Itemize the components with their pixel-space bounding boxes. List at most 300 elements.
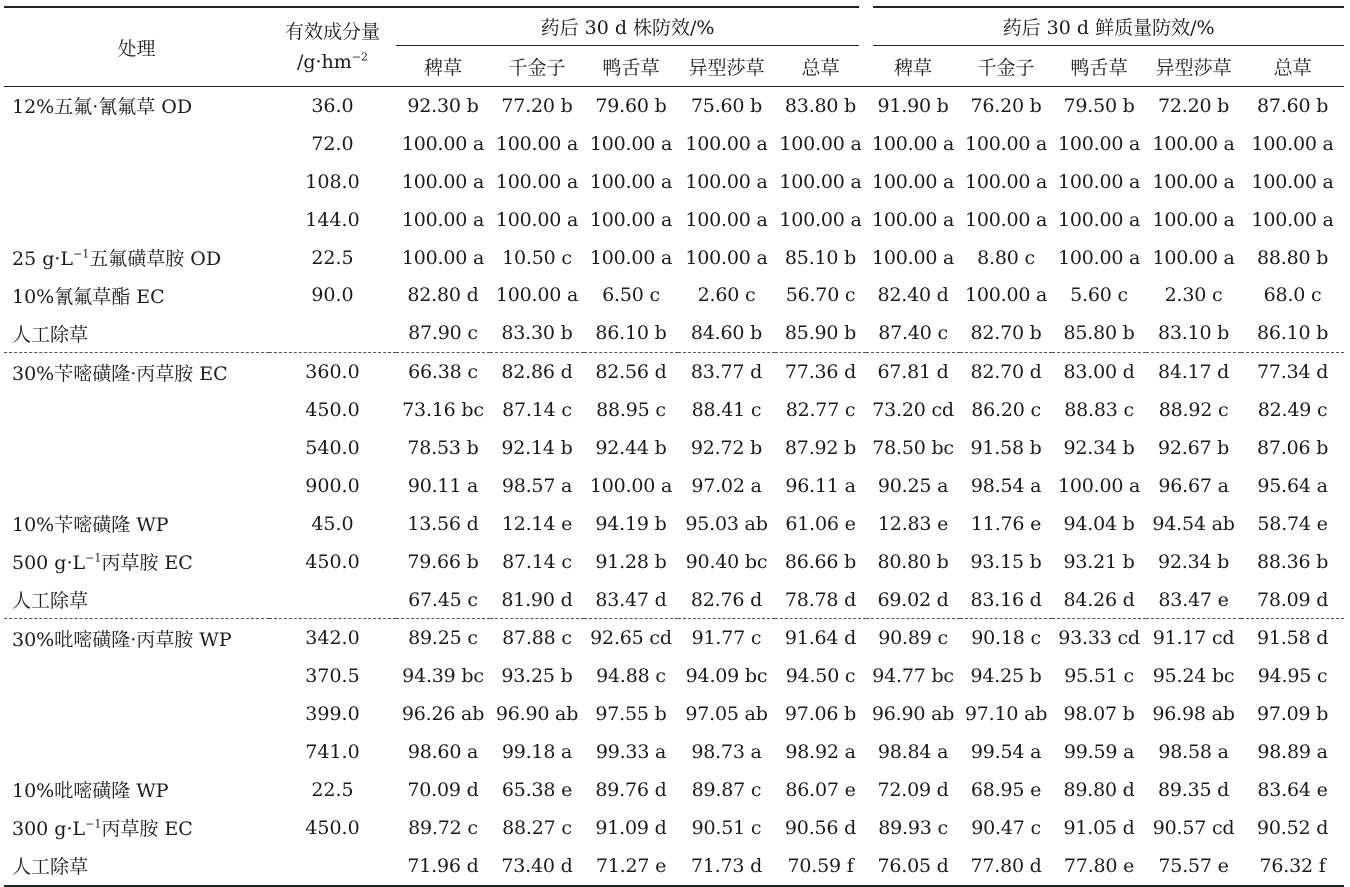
value-cell: 61.06 e [785,512,856,535]
value-cell: 10.50 c [502,246,572,269]
dose-cell: 72.0 [311,132,354,155]
value-cell: 96.26 ab [401,703,485,726]
value-cell: 72.09 d [877,778,949,801]
value-cell: 94.04 b [1063,512,1135,535]
value-cell: 100.00 a [495,208,579,231]
table-row [4,657,1344,695]
value-cell: 83.30 b [501,322,573,345]
value-cell: 94.95 c [1257,665,1328,688]
value-cell: 83.00 d [1052,353,1146,391]
treatment-unit-exponent: −1 [85,818,102,832]
value-cell: 100.00 a [495,284,579,307]
value-cell: 98.92 a [785,741,856,764]
dose-cell: 144.0 [305,208,360,231]
value-cell: 82.80 d [407,284,479,307]
value-cell: 81.90 d [501,588,573,611]
table-row [4,543,1344,581]
subcol-header-9: 总草 [1241,46,1344,87]
value-cell: 92.44 b [595,436,667,459]
table-row [4,87,1344,125]
dose-unit: /g·hm [296,51,352,73]
value-cell: 84.26 d [1063,588,1135,611]
value-cell: 91.17 cd [1146,619,1241,657]
treatment-name [4,125,269,163]
value-cell: 92.34 b [1157,550,1230,573]
treatment-name [4,581,269,619]
value-cell: 91.64 d [775,619,866,657]
value-cell: 82.70 d [960,353,1052,391]
value-cell: 69.02 d [877,588,949,611]
dose-header-line2 [269,47,396,77]
value-cell: 2.60 c [697,284,756,307]
value-cell: 86.07 e [785,778,856,801]
treatment-name [4,733,269,771]
value-cell: 92.72 b [690,436,763,459]
value-cell: 95.24 bc [1152,665,1235,688]
value-cell: 90.89 c [866,619,960,657]
subcol-header-5: 稗草 [866,46,960,87]
dose-header [269,7,396,87]
treatment-name [4,429,269,467]
value-cell: 89.76 d [595,778,667,801]
value-cell: 8.80 c [977,246,1035,269]
subcol-header-2: 鸭舌草 [584,46,678,87]
table-row [4,163,1344,201]
value-cell: 79.66 b [407,550,479,573]
value-cell: 82.76 d [690,588,763,611]
value-cell: 77.80 e [1052,847,1146,886]
value-cell: 100.00 a [1057,474,1141,497]
value-cell: 97.55 b [595,703,667,726]
value-cell: 100.00 a [1152,208,1235,231]
dose-unit-exponent: −2 [351,50,369,64]
value-cell: 5.60 c [1070,284,1128,307]
table-row [4,581,1344,619]
value-cell: 100.00 a [964,170,1048,193]
value-cell: 100.00 a [1057,132,1141,155]
treatment-name [4,847,269,886]
dose-cell: 450.0 [305,399,360,422]
treatment-header: 处理 [4,7,269,87]
value-cell: 83.77 d [678,353,775,391]
table-row [4,505,1344,543]
dose-cell: 399.0 [305,703,360,726]
value-cell: 67.81 d [866,353,960,391]
value-cell: 82.40 d [877,284,949,307]
value-cell: 13.56 d [407,512,479,535]
value-cell: 91.58 d [1241,619,1344,657]
treatment-name [4,467,269,505]
value-cell: 100.00 a [685,208,768,231]
treatment-name [4,657,269,695]
value-cell: 77.34 d [1241,353,1344,391]
value-cell: 89.87 c [691,778,762,801]
treatment-name [4,543,269,581]
subcol-header-8: 异型莎草 [1146,46,1241,87]
value-cell: 85.80 b [1063,322,1135,345]
value-cell: 83.47 e [1158,588,1229,611]
value-cell: 100.00 a [964,132,1048,155]
value-cell: 90.57 cd [1152,816,1235,839]
value-cell: 100.00 a [401,132,485,155]
treatment-name-suffix: 五氟磺草胺 OD [89,248,222,270]
table-row [4,353,1344,391]
value-cell: 83.47 d [595,588,667,611]
treatment-name [4,695,269,733]
treatment-unit-exponent: −1 [73,247,90,261]
value-cell: 100.00 a [964,284,1048,307]
table-header [4,7,1344,87]
treatment-name-text: 人工除草 [12,323,89,346]
value-cell: 87.14 c [502,399,572,422]
value-cell: 97.09 b [1256,703,1329,726]
value-cell: 68.95 e [970,778,1042,801]
value-cell: 84.17 d [1146,353,1241,391]
plant-efficacy-header: 药后 30 d 株防效/% [396,7,866,46]
value-cell: 95.03 ab [685,512,768,535]
value-cell: 94.09 bc [685,665,768,688]
value-cell: 92.30 b [407,94,479,117]
treatment-name [4,353,269,391]
treatment-name-suffix: 丙草胺 EC [101,552,193,575]
value-cell: 87.14 c [502,550,572,573]
value-cell: 88.41 c [691,399,762,422]
value-cell: 94.50 c [785,665,856,688]
efficacy-table [4,6,1344,887]
dose-cell [269,581,396,619]
dose-cell: 22.5 [311,246,354,269]
value-cell: 97.02 a [691,474,762,497]
value-cell: 100.00 a [589,246,673,269]
table-row [4,695,1344,733]
value-cell: 93.25 b [501,665,573,688]
treatment-name-text: 30%吡嘧磺隆·丙草胺 WP [12,628,232,651]
value-cell: 90.51 c [691,816,762,839]
value-cell: 92.65 cd [584,619,678,657]
value-cell: 91.90 b [877,94,949,117]
value-cell: 89.80 d [1063,778,1135,801]
value-cell: 77.80 d [960,847,1052,886]
value-cell: 100.00 a [964,208,1048,231]
value-cell: 82.49 c [1257,399,1328,422]
value-cell: 86.66 b [784,550,857,573]
treatment-name [4,87,269,125]
treatment-name-text: 10%苄嘧磺隆 WP [12,514,169,537]
value-cell: 100.00 a [495,132,579,155]
value-cell: 77.20 b [501,94,573,117]
value-cell: 75.60 b [690,94,763,117]
value-cell: 100.00 a [1057,208,1141,231]
value-cell: 98.07 b [1063,703,1135,726]
value-cell: 100.00 a [589,132,673,155]
value-cell: 70.59 f [775,847,866,886]
value-cell: 88.92 c [1158,399,1229,422]
table-row [4,467,1344,505]
value-cell: 83.80 b [784,94,857,117]
dose-cell: 360.0 [269,353,396,391]
value-cell: 90.18 c [960,619,1052,657]
value-cell: 86.10 b [595,322,667,345]
value-cell: 100.00 a [1251,170,1334,193]
value-cell: 100.00 a [401,208,485,231]
value-cell: 86.10 b [1256,322,1329,345]
value-cell: 100.00 a [1152,246,1235,269]
value-cell: 83.10 b [1157,322,1230,345]
dose-cell: 90.0 [311,284,354,307]
dose-cell [269,847,396,886]
value-cell: 98.57 a [501,474,573,497]
value-cell: 93.33 cd [1052,619,1146,657]
dose-cell: 45.0 [311,512,354,535]
value-cell: 100.00 a [685,170,768,193]
table-row [4,847,1344,886]
treatment-unit-exponent: −1 [85,551,102,565]
dose-cell: 108.0 [305,170,360,193]
value-cell: 78.09 d [1256,588,1329,611]
value-cell: 83.16 d [970,588,1042,611]
value-cell: 93.21 b [1063,550,1135,573]
value-cell: 80.80 b [877,550,949,573]
table-body [4,87,1344,886]
treatment-name [4,201,269,239]
table-row [4,239,1344,277]
treatment-name [4,809,269,847]
value-cell: 91.58 b [970,436,1042,459]
value-cell: 100.00 a [1152,132,1235,155]
table-row [4,619,1344,657]
value-cell: 92.67 b [1157,436,1230,459]
value-cell: 90.47 c [971,816,1041,839]
value-cell: 94.19 b [595,512,667,535]
value-cell: 78.50 bc [872,436,954,459]
value-cell: 87.40 c [878,322,948,345]
value-cell: 90.40 bc [685,550,768,573]
dose-cell: 342.0 [269,619,396,657]
value-cell: 67.45 c [408,588,478,611]
table-row [4,733,1344,771]
dose-cell: 900.0 [305,474,360,497]
value-cell: 72.20 b [1157,94,1230,117]
value-cell: 100.00 a [1057,246,1141,269]
value-cell: 94.77 bc [872,665,954,688]
value-cell: 82.86 d [490,353,584,391]
value-cell: 92.34 b [1063,436,1135,459]
value-cell: 97.05 ab [685,703,768,726]
treatment-name-suffix: 丙草胺 EC [101,818,193,841]
value-cell: 71.27 e [584,847,678,886]
treatment-name-text: 10%吡嘧磺隆 WP [12,780,169,803]
value-cell: 91.77 c [678,619,775,657]
value-cell: 90.11 a [407,474,479,497]
value-cell: 100.00 a [779,170,862,193]
value-cell: 96.90 ab [495,703,579,726]
value-cell: 78.78 d [784,588,857,611]
value-cell: 94.54 ab [1152,512,1235,535]
subcol-header-1: 千金子 [490,46,584,87]
value-cell: 87.92 b [784,436,857,459]
dose-cell: 22.5 [311,778,354,801]
value-cell: 12.83 e [877,512,949,535]
value-cell: 97.10 ab [964,703,1048,726]
value-cell: 100.00 a [1057,170,1141,193]
value-cell: 88.95 c [596,399,666,422]
value-cell: 100.00 a [495,170,579,193]
value-cell: 100.00 a [685,246,768,269]
value-cell: 100.00 a [1152,170,1235,193]
treatment-name-text: 人工除草 [12,856,89,879]
value-cell: 76.05 d [866,847,960,886]
treatment-name [4,314,269,352]
value-cell: 99.18 a [501,741,573,764]
value-cell: 99.33 a [595,741,667,764]
value-cell: 85.10 b [784,246,857,269]
value-cell: 76.20 b [970,94,1042,117]
treatment-name-text: 300 g·L [12,818,86,841]
dose-cell [269,314,396,352]
dose-header-line1: 有效成分量 [284,21,380,43]
value-cell: 99.59 a [1063,741,1135,764]
value-cell: 78.53 b [407,436,479,459]
value-cell: 98.73 a [691,741,762,764]
value-cell: 2.30 c [1164,284,1223,307]
value-cell: 97.06 b [784,703,857,726]
value-cell: 68.0 c [1263,284,1322,307]
value-cell: 79.60 b [595,94,667,117]
value-cell: 98.84 a [877,741,949,764]
treatment-name [4,163,269,201]
dose-cell: 370.5 [305,665,360,688]
value-cell: 71.73 d [678,847,775,886]
value-cell: 96.67 a [1158,474,1229,497]
treatment-name-text: 12%五氟·氰氟草 OD [12,96,193,119]
value-cell: 100.00 a [1251,132,1334,155]
dose-cell: 741.0 [305,741,360,764]
value-cell: 96.11 a [785,474,856,497]
dose-cell: 450.0 [305,816,360,839]
treatment-name [4,771,269,809]
treatment-name [4,391,269,429]
value-cell: 100.00 a [685,132,768,155]
treatment-name [4,619,269,657]
value-cell: 100.00 a [401,170,485,193]
table-row [4,276,1344,314]
subcol-header-0: 稗草 [396,46,490,87]
value-cell: 87.90 c [408,322,478,345]
value-cell: 98.89 a [1257,741,1328,764]
treatment-name [4,239,269,277]
value-cell: 94.39 bc [402,665,484,688]
value-cell: 89.72 c [408,816,478,839]
dose-cell: 36.0 [311,94,354,117]
dose-cell: 450.0 [305,550,360,573]
subcol-header-6: 千金子 [960,46,1052,87]
table-row [4,125,1344,163]
value-cell: 65.38 e [501,778,573,801]
value-cell: 100.00 a [401,246,485,269]
value-cell: 100.00 a [871,208,955,231]
value-cell: 89.93 c [878,816,948,839]
value-cell: 88.80 b [1256,246,1329,269]
value-cell: 87.88 c [490,619,584,657]
value-cell: 100.00 a [871,246,955,269]
table-row [4,771,1344,809]
value-cell: 82.70 b [970,322,1042,345]
treatment-name-text: 30%苄嘧磺隆·丙草胺 EC [12,362,228,385]
value-cell: 83.64 e [1257,778,1328,801]
value-cell: 87.06 b [1256,436,1329,459]
value-cell: 98.54 a [970,474,1042,497]
value-cell: 95.51 c [1064,665,1134,688]
value-cell: 100.00 a [779,208,862,231]
value-cell: 70.09 d [407,778,479,801]
table-row [4,809,1344,847]
fresh-weight-efficacy-header: 药后 30 d 鲜质量防效/% [866,7,1344,46]
value-cell: 73.20 cd [872,399,954,422]
value-cell: 95.64 a [1257,474,1328,497]
table-row [4,201,1344,239]
treatment-name [4,505,269,543]
value-cell: 100.00 a [871,170,955,193]
subcol-header-4: 总草 [775,46,866,87]
value-cell: 77.36 d [775,353,866,391]
value-cell: 96.98 ab [1152,703,1235,726]
value-cell: 100.00 a [589,474,673,497]
table-row [4,314,1344,352]
dose-cell: 540.0 [305,436,360,459]
value-cell: 98.60 a [407,741,479,764]
value-cell: 88.27 c [502,816,572,839]
value-cell: 86.20 c [971,399,1041,422]
value-cell: 79.50 b [1063,94,1135,117]
value-cell: 100.00 a [1251,208,1334,231]
value-cell: 56.70 c [785,284,856,307]
value-cell: 100.00 a [871,132,955,155]
value-cell: 88.83 c [1064,399,1134,422]
value-cell: 84.60 b [690,322,763,345]
value-cell: 90.25 a [877,474,949,497]
value-cell: 91.05 d [1063,816,1135,839]
value-cell: 85.90 b [784,322,857,345]
value-cell: 94.88 c [596,665,666,688]
value-cell: 100.00 a [589,170,673,193]
value-cell: 100.00 a [779,132,862,155]
value-cell: 11.76 e [970,512,1042,535]
value-cell: 93.15 b [970,550,1042,573]
value-cell: 73.40 d [490,847,584,886]
value-cell: 100.00 a [589,208,673,231]
value-cell: 82.56 d [584,353,678,391]
table-row [4,391,1344,429]
value-cell: 98.58 a [1158,741,1229,764]
value-cell: 91.09 d [595,816,667,839]
treatment-name-text: 25 g·L [12,248,74,270]
treatment-name-text: 500 g·L [12,552,86,575]
value-cell: 91.28 b [595,550,667,573]
subcol-header-3: 异型莎草 [678,46,775,87]
value-cell: 75.57 e [1146,847,1241,886]
treatment-name [4,276,269,314]
table-row [4,429,1344,467]
subcol-header-7: 鸭舌草 [1052,46,1146,87]
value-cell: 73.16 bc [402,399,484,422]
value-cell: 88.36 b [1256,550,1329,573]
value-cell: 58.74 e [1257,512,1328,535]
treatment-name-text: 10%氰氟草酯 EC [12,285,165,308]
value-cell: 90.52 d [1256,816,1329,839]
value-cell: 96.90 ab [871,703,955,726]
value-cell: 82.77 c [785,399,856,422]
value-cell: 92.14 b [501,436,573,459]
